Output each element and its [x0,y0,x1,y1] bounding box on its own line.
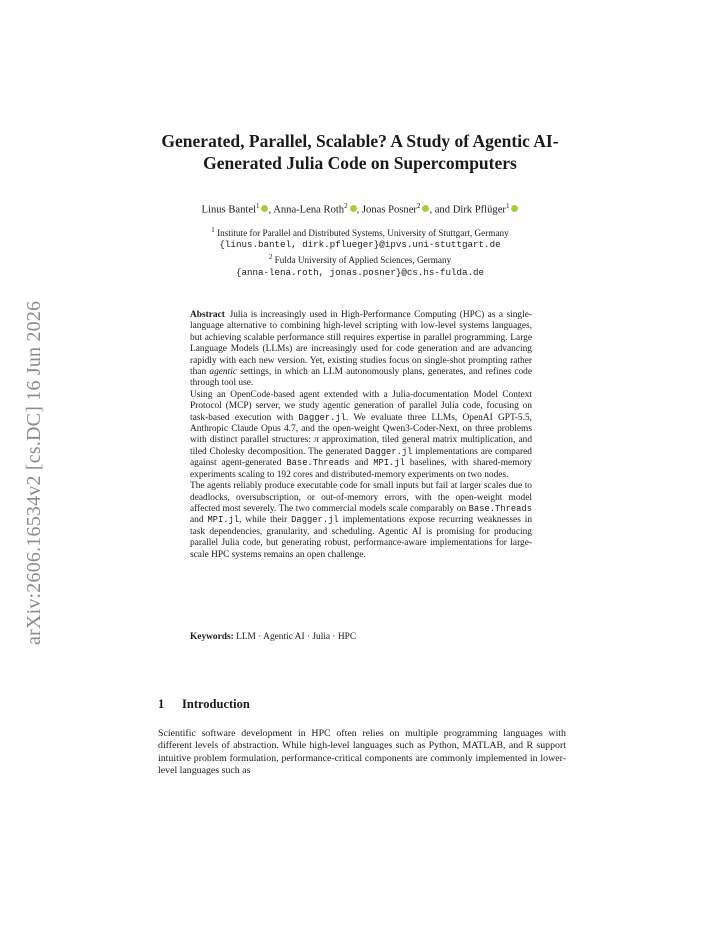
author-name: Anna-Lena Roth [273,204,345,216]
affiliation-emails[interactable]: {anna-lena.roth, jonas.posner}@cs.hs-fulda.de [235,266,485,278]
abstract-text: The agents reliably produce executable code for small inputs but fail at larger scales due to deadlocks, oversubscription, or out-of-memory errors, with the open-weight model affected most severely. The two commercial models scale comparably on [190,481,532,514]
abstract-text: implementations expose recurring weaknesses in task dependencies, granularity, and scheduling. Agentic AI is promising for producing parallel Julia code, but generating robust, performance-aware implementations for large-scale HPC systems remains an open challenge. [190,515,533,560]
pi-symbol: π [314,435,319,446]
abstract-emphasis: agentic [209,367,237,378]
abstract-text: , while their [239,515,288,526]
orcid-icon[interactable] [350,205,357,212]
author-separator: , [356,204,362,216]
abstract-text: and [190,515,204,526]
intro-paragraph: Scientific software development in HPC often relies on multiple programming languages with different levels of abstraction. While high-level languages such as Python, MATLAB, and R support intuitive problem formulation, performance-critical components are commonly implemented in lower-level languages such as [158,728,566,777]
code-base-threads: Base.Threads [286,458,350,469]
abstract-text: settings, in which an LLM autonomously plans, generates, and refines code through tool use. [190,367,533,389]
author-affiliation-mark: 1 [505,202,510,210]
code-dagger: Dagger.jl [291,515,339,526]
affiliations [140,224,580,279]
abstract-text: . We evaluate three LLMs, OpenAI GPT-5.5, Anthropic Claude Opus 4.7, and the open-weight Qwen3-Coder-Next, on three problems with distinct parallel structures: [190,412,532,446]
section-number: 1 [158,697,165,711]
affiliation-line [140,224,580,239]
abstract-text: baselines, with shared-memory experiments scaling to 192 cores and distributed-memory experiments on two nodes. [190,458,532,480]
abstract-text: Julia is increasingly used in High-Performance Computing (HPC) as a single-language alternative to combining high-level scripting with low-level systems languages, but achieving scalable performance still requires expertise in parallel programming. Large Language Models (LLMs) are increasingly used for code generation and are advancing rapidly with each new version. Yet, existing studies focus on single-shot prompting rather than [190,310,532,378]
affiliation-name: Institute for Parallel and Distributed Systems, University of Stuttgart, Germany [217,228,509,239]
keywords [190,632,532,642]
abstract-paragraph [190,481,532,561]
affiliation-line [140,251,580,266]
author-affiliation-mark: 2 [344,202,348,210]
affiliation-number: 1 [211,226,215,234]
code-base-threads: Base.Threads [468,503,533,514]
code-dagger: Dagger.jl [364,446,413,457]
orcid-icon[interactable] [511,205,518,212]
abstract-paragraph [190,390,532,481]
code-dagger: Dagger.jl [298,412,346,423]
author-name: Jonas Posner [361,204,417,216]
author-separator: , [268,204,274,216]
code-mpi: MPI.jl [373,458,405,469]
author-list [140,199,580,218]
abstract-text: and [354,458,369,469]
section-heading [158,697,250,712]
abstract-text: approximation, tiled general matrix multiplication, and tiled Cholesky decomposition. The generated [190,435,533,457]
author-affiliation-mark: 2 [416,202,421,210]
keywords-label: Keywords: [190,632,234,642]
abstract-text: Using an OpenCode-based agent extended with a Julia-documentation Model Context Protocol (MCP) server, we study agentic generation of parallel Julia code, focusing on task-based execution with [190,389,532,423]
author-affiliation-mark: 1 [255,202,260,210]
code-mpi: MPI.jl [207,515,240,526]
affiliation-number: 2 [268,253,273,262]
abstract-paragraph [190,310,532,390]
arxiv-identifier: arXiv:2606.16534v2 [cs.DC] 16 Jun 2026 [23,300,45,645]
affiliation-emails[interactable]: {linus.bantel, dirk.pflueger}@ipvs.uni-stuttgart.de [219,239,501,251]
author-name: Dirk Pflüger [452,204,506,216]
abstract-label: Abstract [190,310,225,320]
abstract-text: implementations are compared against agent-generated [190,446,532,469]
author-name: Linus Bantel [201,204,256,216]
keywords-text: LLM · Agentic AI · Julia · HPC [236,632,357,642]
section-title: Introduction [182,697,250,711]
author-separator: , and [429,204,453,216]
affiliation-name: Fulda University of Applied Sciences, Germany [274,255,452,266]
paper-title: Generated, Parallel, Scalable? A Study of Agentic AI-Generated Julia Code on Supercomputers [161,131,559,173]
abstract [190,310,532,561]
